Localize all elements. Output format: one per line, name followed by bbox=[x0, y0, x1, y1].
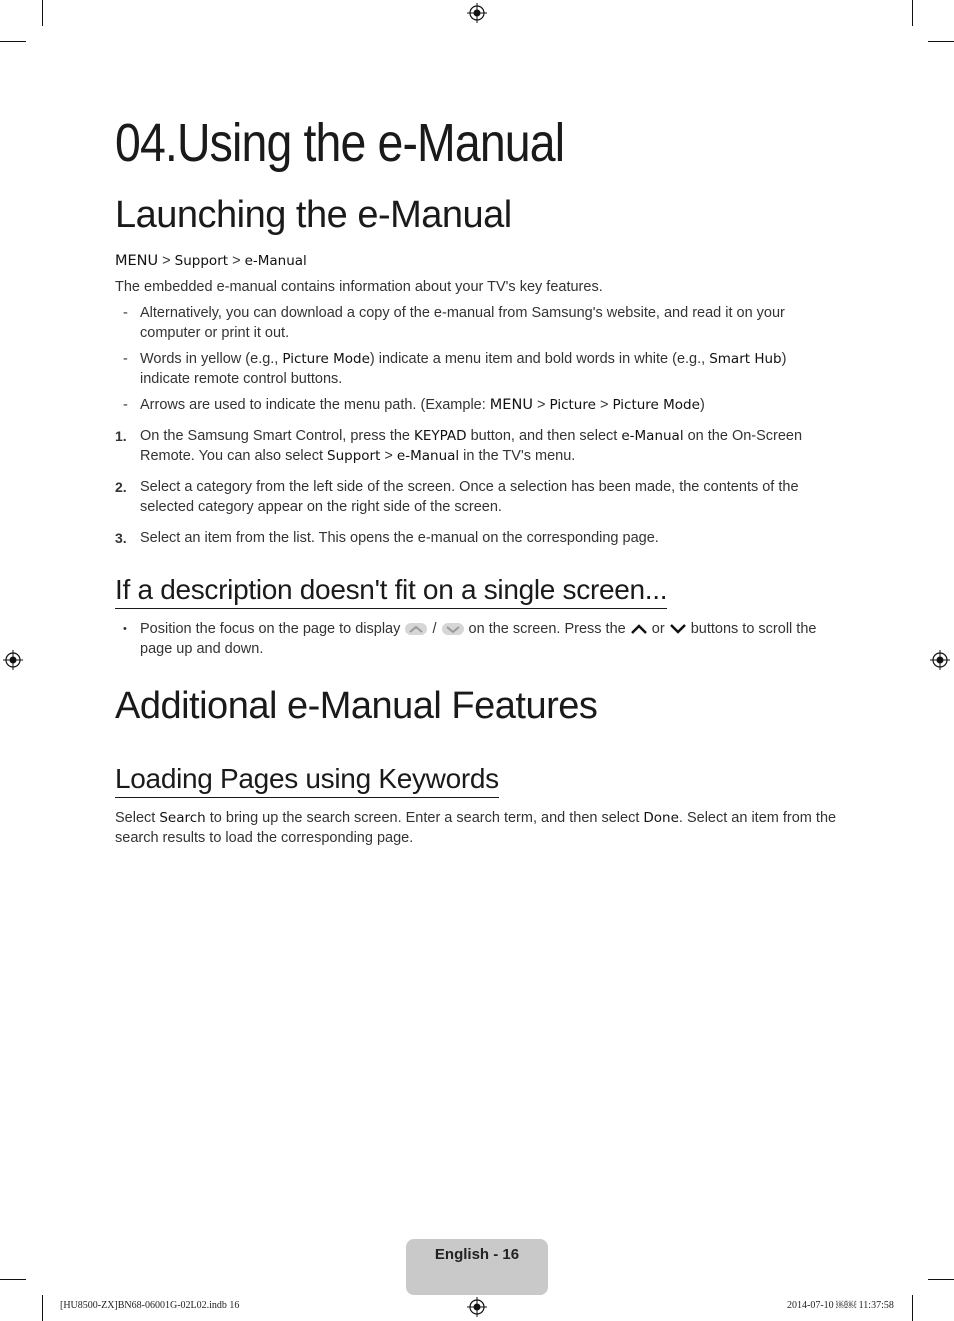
registration-mark-icon bbox=[467, 3, 487, 23]
menu-path: MENU > Support > e-Manual bbox=[115, 253, 307, 269]
section-title-launching: Launching the e-Manual bbox=[115, 194, 512, 236]
section-title-additional: Additional e-Manual Features bbox=[115, 685, 598, 727]
slug-filename: [HU8500-ZX]BN68-06001G-02L02.indb 16 bbox=[60, 1300, 240, 1311]
crop-mark bbox=[912, 0, 913, 26]
bullet: • bbox=[123, 623, 127, 635]
note-dash: - bbox=[123, 397, 128, 413]
note-dash: - bbox=[123, 305, 128, 321]
note-2: Words in yellow (e.g., Picture Mode) indicate a menu item and bold words in white (e.g., Smart Hub) indicate remote control buttons. bbox=[140, 351, 787, 387]
step-number: 2. bbox=[115, 479, 127, 495]
emanual-keyword: e-Manual bbox=[244, 253, 307, 269]
registration-mark-icon bbox=[930, 650, 950, 670]
step-2: Select a category from the left side of the screen. Once a selection has been made, the contents of the selected category appear on the right side of the screen. bbox=[140, 479, 799, 515]
scroll-up-icon bbox=[404, 621, 428, 637]
crop-mark bbox=[42, 0, 43, 26]
menu-keyword: MENU bbox=[115, 253, 159, 269]
page-number: English - 16 bbox=[434, 1246, 520, 1263]
crop-mark bbox=[42, 1295, 43, 1321]
crop-mark bbox=[928, 1279, 954, 1280]
crop-mark bbox=[0, 41, 26, 42]
step-1: On the Samsung Smart Control, press the KEYPAD button, and then select e-Manual on the On-Screen Remote. You can also select Support > e-Manual in the TV's menu. bbox=[140, 428, 803, 464]
subsection-title-description: If a description doesn't fit on a single screen... bbox=[115, 574, 667, 609]
step-3: Select an item from the list. This opens the e-manual on the corresponding page. bbox=[140, 530, 659, 546]
chevron-up-icon bbox=[630, 622, 648, 636]
step-number: 3. bbox=[115, 530, 127, 546]
note-dash: - bbox=[123, 351, 128, 367]
slug-timestamp: 2014-07-10 ￼￼ 11:37:58 bbox=[787, 1300, 894, 1311]
chevron-down-icon bbox=[669, 622, 687, 636]
scroll-instruction: Position the focus on the page to display / on the screen. Press the or buttons to scroll the page up and down. bbox=[140, 621, 817, 657]
crop-mark bbox=[928, 41, 954, 42]
scroll-down-icon bbox=[441, 621, 465, 637]
subsection-title-keywords: Loading Pages using Keywords bbox=[115, 763, 499, 798]
registration-mark-icon bbox=[467, 1297, 487, 1317]
registration-mark-icon bbox=[3, 650, 23, 670]
crop-mark bbox=[912, 1295, 913, 1321]
keywords-paragraph: Select Search to bring up the search screen. Enter a search term, and then select Done. Select an item from the search results to load the corresponding page. bbox=[115, 810, 837, 846]
note-1: Alternatively, you can download a copy of the e-manual from Samsung's website, and read it on your computer or print it out. bbox=[140, 305, 785, 341]
support-keyword: Support bbox=[174, 253, 229, 269]
step-number: 1. bbox=[115, 428, 127, 444]
intro-text: The embedded e-manual contains information about your TV's key features. bbox=[115, 279, 603, 295]
note-3: Arrows are used to indicate the menu path. (Example: MENU > Picture > Picture Mode) bbox=[140, 397, 705, 413]
chapter-title: 04.Using the e-Manual bbox=[115, 113, 565, 173]
crop-mark bbox=[0, 1279, 26, 1280]
